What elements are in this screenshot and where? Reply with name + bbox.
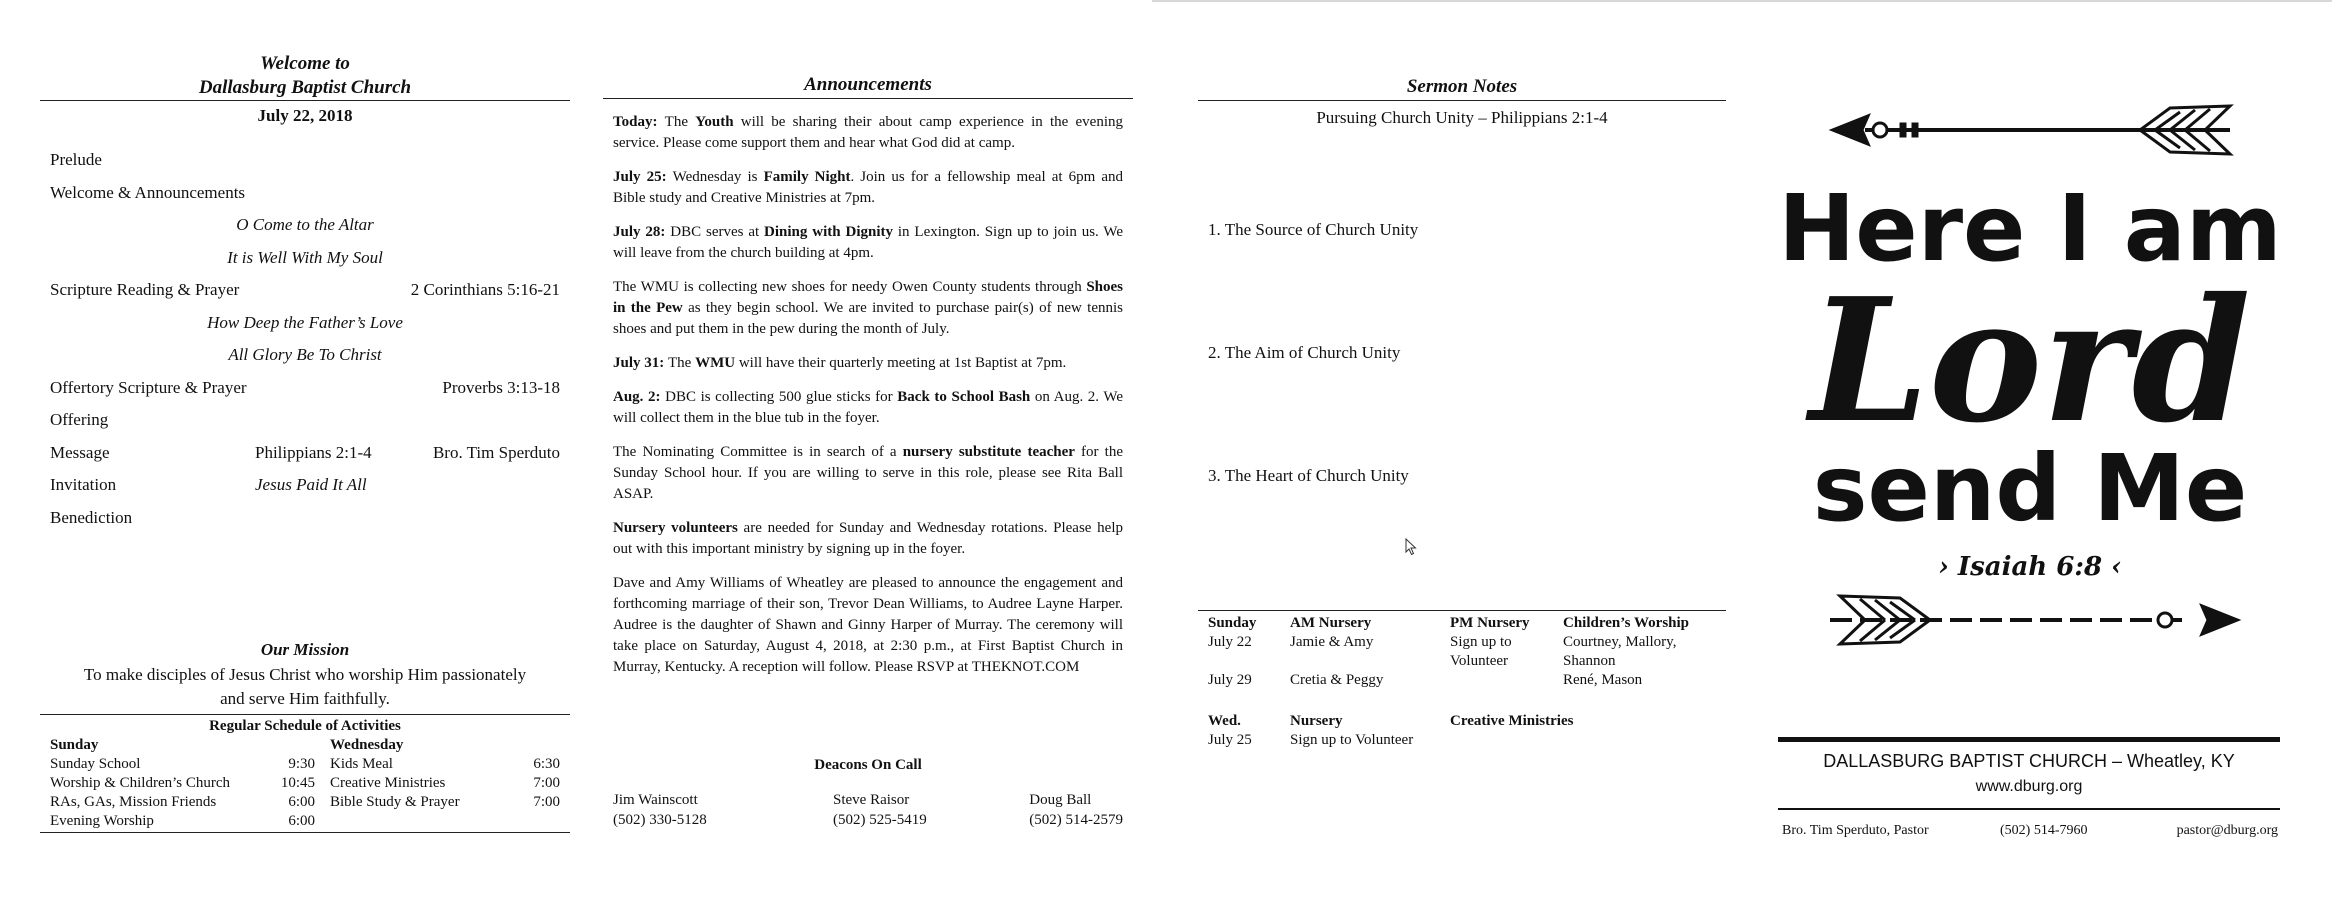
order-item-label: Welcome & Announcements xyxy=(50,182,246,202)
pastor-email: pastor@dburg.org xyxy=(2176,823,2278,838)
schedule-time: 6:00 xyxy=(288,813,315,829)
heading-rule xyxy=(40,100,570,101)
schedule-activity: Bible Study & Prayer xyxy=(330,794,460,810)
announcement-highlight: Aug. 2: xyxy=(613,389,666,405)
welcome-line: Welcome to xyxy=(260,53,350,74)
deacon-name: Jim Wainscott xyxy=(613,792,698,808)
announcement-text: on Aug. 2. We will collect them in the blue tub in the foyer. xyxy=(613,389,1123,426)
announcement-text: DBC serves at xyxy=(670,224,765,240)
mission-title: Our Mission xyxy=(260,640,350,659)
announcement-text: for the Sunday School hour. If you are willing to serve in this role, please see Rita Ball ASAP. xyxy=(613,444,1123,502)
schedule-sunday-label: Sunday xyxy=(50,737,99,753)
announcement-text: DBC is collecting 500 glue sticks for xyxy=(665,389,898,405)
announcement-text: will have their quarterly meeting at 1st Baptist at 7pm. xyxy=(735,355,1067,371)
footer-thin-rule xyxy=(1778,808,2280,810)
deacon-contact xyxy=(833,790,927,830)
logo-text-line3: send Me xyxy=(1812,435,2248,542)
order-item-reference: Proverbs 3:13-18 xyxy=(442,377,560,397)
mouse-cursor-icon xyxy=(1405,538,1417,561)
announcement xyxy=(613,277,1123,340)
order-item-detail: Philippians 2:1-4 xyxy=(255,442,372,462)
schedule-time: 7:00 xyxy=(533,794,560,810)
announcement-text: . Join us for a fellowship meal at 6pm and Bible study and Creative Ministries at 7pm. xyxy=(613,169,1123,206)
sermon-notes-title: Sermon Notes xyxy=(1406,76,1518,97)
announcement-text: will be sharing their about camp experience in the evening service. Please come support them and hear what God did at camp. xyxy=(613,114,1123,151)
announcement xyxy=(613,167,1123,209)
nursery-date: July 25 xyxy=(1208,732,1252,748)
schedule-top-rule xyxy=(40,714,570,715)
nursery-header-wed: Wed. xyxy=(1208,713,1241,729)
arrow-left-icon xyxy=(1830,106,2230,154)
order-item xyxy=(50,475,560,495)
church-name-heading: Dallasburg Baptist Church xyxy=(198,77,412,98)
deacon-name: Steve Raisor xyxy=(833,792,910,808)
announcement xyxy=(613,222,1123,264)
nursery-children: Courtney, Mallory, Shannon xyxy=(1563,634,1677,669)
order-item xyxy=(50,443,560,463)
schedule-activity: Sunday School xyxy=(50,756,141,772)
sermon-subtitle: Pursuing Church Unity – Philippians 2:1-4 xyxy=(1316,108,1608,127)
nursery-rule xyxy=(1198,610,1726,611)
logo-text-line2: Lord xyxy=(1809,261,2251,461)
sermon-point: 2. The Aim of Church Unity xyxy=(1208,343,1401,362)
footer-thick-rule xyxy=(1778,737,2280,742)
nursery-date: July 29 xyxy=(1208,672,1252,688)
schedule-time: 6:30 xyxy=(533,756,560,772)
announcement-highlight: Youth xyxy=(695,114,734,130)
announcement-highlight: nursery substitute teacher xyxy=(902,444,1075,460)
order-item-label: Offertory Scripture & Prayer xyxy=(50,377,247,397)
announcement-highlight: Shoes in the Pew xyxy=(613,279,1123,316)
welcome-heading xyxy=(40,52,570,100)
pastor-name: Bro. Tim Sperduto, Pastor xyxy=(1782,823,1929,838)
schedule-time: 6:00 xyxy=(288,794,315,810)
announcement-highlight: Dining with Dignity xyxy=(764,224,893,240)
nursery-header-creative: Creative Ministries xyxy=(1450,713,1574,729)
service-date: July 22, 2018 xyxy=(257,106,353,125)
order-item-label: Message xyxy=(50,442,110,462)
order-item-label: Scripture Reading & Prayer xyxy=(50,280,240,299)
sermon-notes-rule xyxy=(1198,100,1726,101)
cover-panel xyxy=(1760,0,2300,902)
announcement-text: The xyxy=(664,114,696,130)
announcement-text: The xyxy=(668,355,696,371)
announcements-rule xyxy=(603,98,1133,99)
nursery-header-nursery: Nursery xyxy=(1290,713,1343,729)
announcement-text: Dave and Amy Williams of Wheatley are pleased to announce the engagement and forthcoming marriage of their son, Trevor Dean Williams, to Audree Layne Harper. Audree is the daughter of Shawn and Ginny Harper of Murray. The ceremony will take place on Saturday, August 4, 2018, at 2:30 p.m., at First Baptist Church in Murray, Kentucky. A reception will follow. Please RSVP at THEKNOT.COM xyxy=(613,575,1123,675)
schedule-activity: RAs, GAs, Mission Friends xyxy=(50,794,217,810)
schedule-time: 10:45 xyxy=(280,775,315,791)
church-website: www.dburg.org xyxy=(1975,778,2083,795)
logo-scripture-ref: › Isaiah 6:8 ‹ xyxy=(1938,552,2122,582)
order-item-label: Prelude xyxy=(50,150,102,169)
mission-line: and serve Him faithfully. xyxy=(220,689,390,708)
schedule-wednesday-label: Wednesday xyxy=(330,737,404,753)
hymn-title: All Glory Be To Christ xyxy=(228,345,382,364)
schedule-bottom-rule xyxy=(40,832,570,833)
order-item xyxy=(50,378,560,398)
order-item-label: Invitation xyxy=(50,475,117,494)
hymn-title: How Deep the Father’s Love xyxy=(207,312,403,332)
hymn-title: O Come to the Altar xyxy=(236,215,374,234)
deacon-phone: (502) 514-2579 xyxy=(1029,812,1123,828)
schedule-time: 9:30 xyxy=(288,756,315,772)
church-phone: (502) 514-7960 xyxy=(2000,823,2088,838)
schedule-activity: Creative Ministries xyxy=(330,775,446,791)
mission-line: To make disciples of Jesus Christ who worship Him passionately xyxy=(83,665,527,684)
here-i-am-lord-logo xyxy=(1760,90,2300,670)
order-item xyxy=(50,183,560,203)
sermon-point: 1. The Source of Church Unity xyxy=(1208,220,1419,239)
order-of-worship-panel xyxy=(40,0,570,902)
nursery-am: Cretia & Peggy xyxy=(1290,672,1384,688)
announcement xyxy=(613,573,1123,678)
announcement xyxy=(613,442,1123,505)
nursery-children: René, Mason xyxy=(1563,672,1643,688)
nursery-date: July 22 xyxy=(1208,634,1252,650)
nursery-header-pm: PM Nursery xyxy=(1450,615,1530,631)
deacon-contact xyxy=(1029,790,1123,830)
mission-statement xyxy=(40,663,570,711)
announcement-highlight: WMU xyxy=(695,355,736,371)
order-item-detail: Jesus Paid It All xyxy=(255,475,367,494)
announcement xyxy=(613,387,1123,429)
announcement xyxy=(613,353,1123,374)
deacon-phone: (502) 330-5128 xyxy=(613,812,707,828)
announcement-highlight: Nursery volunteers xyxy=(613,520,738,536)
announcement-highlight: July 25: xyxy=(613,169,673,185)
announcement xyxy=(613,518,1123,560)
order-item-label: Benediction xyxy=(50,507,133,527)
logo-artwork xyxy=(1760,90,2300,670)
hymn-title: It is Well With My Soul xyxy=(227,247,383,267)
announcement xyxy=(613,112,1123,154)
sermon-point: 3. The Heart of Church Unity xyxy=(1208,466,1409,485)
announcement-text: Wednesday is xyxy=(672,169,764,185)
announcement-highlight: Back to School Bash xyxy=(897,389,1031,405)
announcement-highlight: July 28: xyxy=(613,224,671,240)
order-item xyxy=(50,280,560,300)
nursery-header-sunday: Sunday xyxy=(1208,615,1257,631)
nursery-wed-volunteer: Sign up to Volunteer xyxy=(1290,732,1414,748)
order-item xyxy=(50,150,560,170)
order-item xyxy=(50,410,560,430)
logo-text-line1: Here I am xyxy=(1778,175,2282,282)
schedule-time: 7:00 xyxy=(533,775,560,791)
schedule-activity: Worship & Children’s Church xyxy=(50,775,231,791)
nursery-header-am: AM Nursery xyxy=(1290,615,1372,631)
order-item-reference: Bro. Tim Sperduto xyxy=(432,442,560,462)
order-item-label: Offering xyxy=(50,410,109,429)
deacon-phone: (502) 525-5419 xyxy=(833,812,927,828)
announcement-text: The WMU is collecting new shoes for needy Owen County students through xyxy=(613,279,1087,295)
nursery-am: Jamie & Amy xyxy=(1290,634,1374,650)
order-item-reference: 2 Corinthians 5:16-21 xyxy=(410,280,560,299)
nursery-header-children: Children’s Worship xyxy=(1563,615,1690,631)
order-item xyxy=(50,508,560,528)
schedule-activity: Evening Worship xyxy=(50,813,154,829)
sermon-notes-panel xyxy=(1198,0,1726,902)
announcement-highlight: July 31: xyxy=(613,355,669,371)
schedule-activity: Kids Meal xyxy=(330,756,393,772)
schedule-title: Regular Schedule of Activities xyxy=(209,718,401,734)
announcement-highlight: Today: xyxy=(613,114,665,130)
nursery-pm: Sign up to Volunteer xyxy=(1450,634,1512,669)
announcements-panel xyxy=(603,0,1133,902)
announcements-list xyxy=(613,112,1123,691)
deacon-contact xyxy=(613,790,707,830)
arrow-right-icon xyxy=(1830,596,2240,644)
deacons-title: Deacons On Call xyxy=(814,757,922,773)
deacon-name: Doug Ball xyxy=(1029,792,1092,808)
announcement-text: The Nominating Committee is in search of a xyxy=(613,444,903,460)
announcement-text: in Lexington. Sign up to join us. We will leave from the church building at 4pm. xyxy=(613,224,1124,261)
announcement-text: as they begin school. We are invited to purchase pair(s) of new tennis shoes and put them in the pew during the month of July. xyxy=(613,300,1123,337)
church-name-footer: DALLASBURG BAPTIST CHURCH – Wheatley, KY xyxy=(1823,751,2235,771)
announcements-title: Announcements xyxy=(804,74,932,95)
announcement-highlight: Family Night xyxy=(763,169,851,185)
announcement-text: are needed for Sunday and Wednesday rotations. Please help out with this important ministry by signing up in the foyer. xyxy=(613,520,1123,557)
